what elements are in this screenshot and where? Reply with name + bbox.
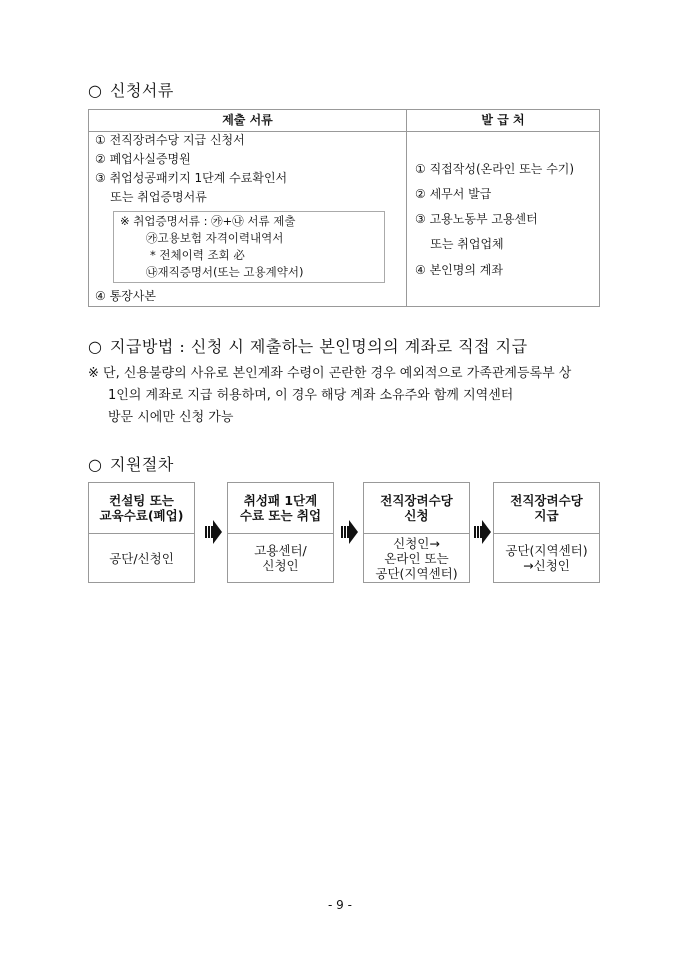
- submit-item: ③ 취업성공패키지 1단계 수료확인서: [95, 171, 288, 185]
- right-arrow-icon: [341, 519, 358, 545]
- note-line: ※ 취업증명서류 : ㉮+㉯ 서류 제출: [120, 214, 296, 228]
- submit-item: ① 전직장려수당 지급 신청서: [95, 133, 245, 147]
- header-submit-docs: 제출 서류: [222, 113, 273, 127]
- table-header-row: [89, 110, 599, 132]
- header-issuer: 발 급 처: [481, 113, 525, 127]
- documents-table: [88, 109, 600, 307]
- section-bullet: ○: [88, 337, 103, 356]
- note-line: * 전체이력 조회 必: [150, 248, 245, 262]
- flow-step: [88, 482, 195, 583]
- flow-step: [363, 482, 470, 583]
- flow-step-title: 컨설팅 또는 교육수료(폐업): [89, 483, 194, 534]
- section-title: 지급방법 : 신청 시 제출하는 본인명의의 계좌로 직접 지급: [110, 337, 528, 356]
- note-line: ㉯재직증명서(또는 고용계약서): [146, 265, 304, 279]
- submit-item: 또는 취업증명서류: [95, 190, 207, 204]
- issuer-item: ④ 본인명의 계좌: [415, 263, 503, 277]
- flow-step-title: 전직장려수당 지급: [494, 483, 599, 534]
- issuer-item: 또는 취업업체: [415, 237, 504, 251]
- section-title: 지원절차: [110, 455, 174, 474]
- submit-item: ② 폐업사실증명원: [95, 152, 191, 166]
- flow-step-actor: 신청인→ 온라인 또는 공단(지역센터): [375, 535, 458, 581]
- column-divider: [406, 110, 407, 306]
- payment-note-line: 방문 시에만 신청 가능: [108, 410, 234, 425]
- section-heading-payment: [88, 334, 528, 357]
- submit-item: ④ 통장사본: [95, 289, 156, 303]
- section-bullet: ○: [88, 81, 103, 100]
- note-line: ㉮고용보험 자격이력내역서: [146, 231, 284, 245]
- flow-step-actor: 공단/신청인: [109, 550, 174, 566]
- right-arrow-icon: [474, 519, 491, 545]
- issuer-item: ③ 고용노동부 고용센터: [415, 212, 538, 226]
- payment-note-line: ※ 단, 신용불량의 사유로 본인계좌 수령이 곤란한 경우 예외적으로 가족관계등록부 상: [88, 366, 572, 381]
- page-number: - 9 -: [328, 898, 352, 912]
- section-heading-docs: [88, 78, 174, 101]
- right-arrow-icon: [205, 519, 222, 545]
- flow-step-title: 취성패 1단계 수료 또는 취업: [228, 483, 333, 534]
- flow-step-actor: 고용센터/ 신청인: [254, 543, 307, 573]
- issuer-item: ① 직접작성(온라인 또는 수기): [415, 162, 575, 176]
- employment-proof-note-box: [113, 211, 385, 283]
- flow-step-title: 전직장려수당 신청: [364, 483, 469, 534]
- issuer-item: ② 세무서 발급: [415, 187, 492, 201]
- flow-step: [493, 482, 600, 583]
- section-heading-procedure: [88, 452, 174, 475]
- section-bullet: ○: [88, 455, 103, 474]
- flow-step-actor: 공단(지역센터) →신청인: [505, 543, 588, 573]
- flow-step: [227, 482, 334, 583]
- payment-note-line: 1인의 계좌로 지급 허용하며, 이 경우 해당 계좌 소유주와 함께 지역센터: [108, 388, 514, 403]
- section-title: 신청서류: [110, 81, 174, 100]
